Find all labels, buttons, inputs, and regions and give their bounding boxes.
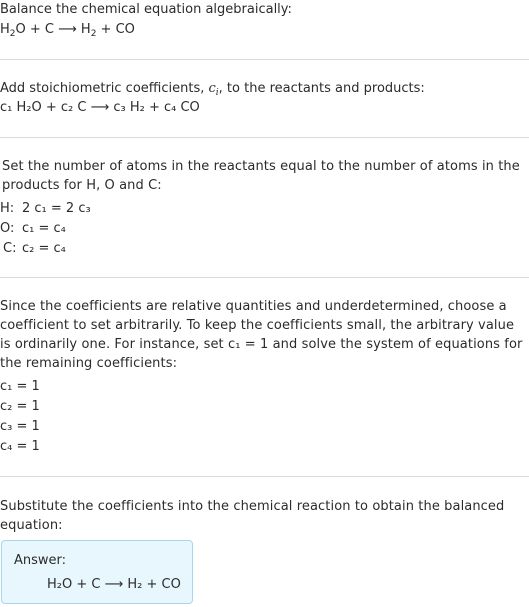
divider-4	[0, 476, 529, 477]
atom-equation-c: C: c₂ = c₄	[3, 241, 66, 256]
coefficient-equation: c₁ H₂O + c₂ C ⟶ c₃ H₂ + c₄ CO	[0, 100, 200, 115]
divider-2	[0, 137, 529, 138]
atom-equation-o: O: c₁ = c₄	[0, 221, 66, 236]
divider-3	[0, 277, 529, 278]
intro-text-3: Set the number of atoms in the reactants equal to the number of atoms in the products for H, O and C:	[2, 159, 520, 193]
intro-text-5: Substitute the coefficients into the chemical reaction to obtain the balanced equation:	[0, 499, 505, 533]
coefficient-value-3: c₃ = 1	[0, 419, 40, 434]
coefficient-value-2: c₂ = 1	[0, 399, 40, 414]
intro-text-4: Since the coefficients are relative quantities and underdetermined, choose a coefficient to set arbitrarily. To keep the coefficients small, the arbitrary value is ordinarily one. For instance, set c₁ = 1 and solve the system of equations for the remaining coefficients:	[0, 299, 523, 371]
divider-1	[0, 59, 529, 60]
balanced-equation: H₂O + C ⟶ H₂ + CO	[47, 577, 181, 592]
intro-text-2: Add stoichiometric coefficients, $c_i$, to the reactants and products:	[0, 81, 425, 98]
coefficient-value-4: c₄ = 1	[0, 439, 40, 454]
intro-text-1: Balance the chemical equation algebraically:	[0, 2, 292, 17]
answer-label: Answer:	[14, 553, 67, 568]
coefficient-value-1: c₁ = 1	[0, 379, 40, 394]
unbalanced-equation: $H_2O + C$ ⟶ $H_2$ + CO	[0, 22, 135, 39]
atom-equation-h: H: 2 c₁ = 2 c₃	[0, 201, 91, 216]
answer-box	[1, 540, 193, 604]
